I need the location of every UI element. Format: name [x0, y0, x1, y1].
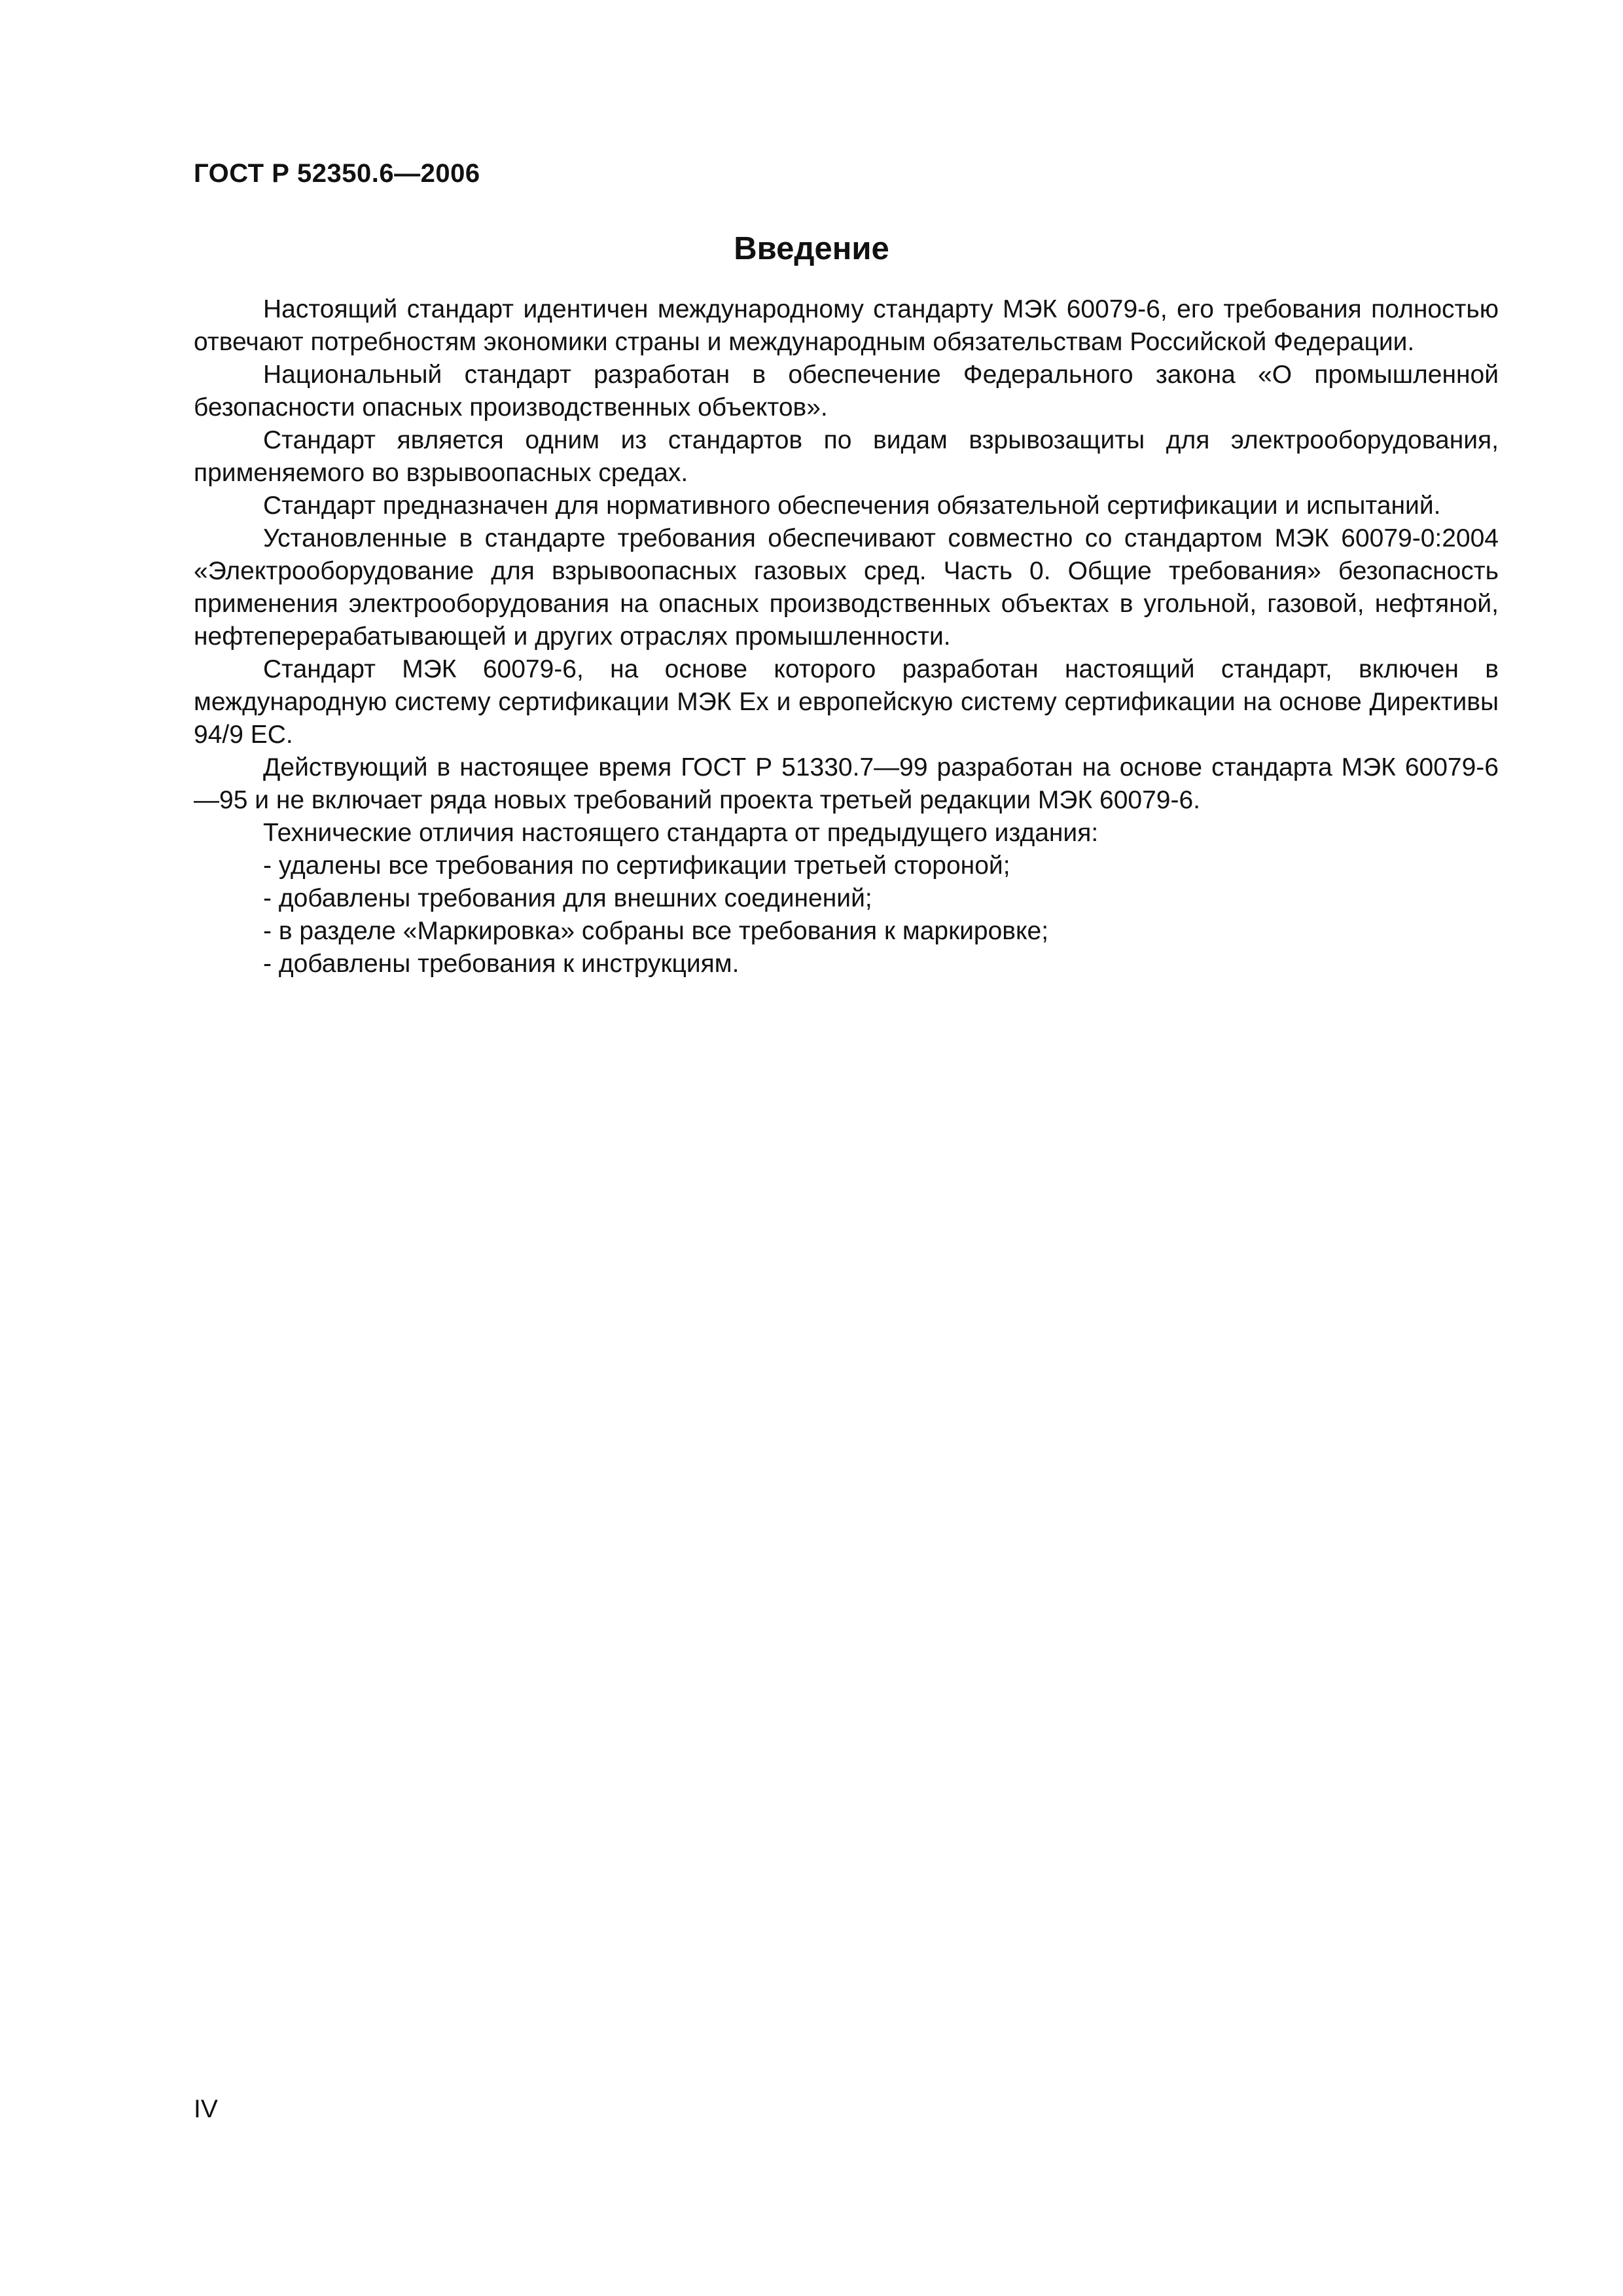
list-item: - добавлены требования к инструкциям. [263, 950, 740, 978]
paragraph: Технические отличия настоящего стандарта от предыдущего издания: [263, 819, 1099, 847]
list-item: - добавлены требования для внешних соединений; [263, 884, 872, 912]
paragraph: Национальный стандарт разработан в обеспечение Федерального закона «О промышленной безопасности опасных производственных объектов». [194, 361, 1499, 422]
list-item: - в разделе «Маркировка» собраны все требования к маркировке; [263, 917, 1049, 945]
paragraph: Стандарт предназначен для нормативного обеспечения обязательной сертификации и испытаний. [263, 492, 1441, 520]
section-title: Введение [734, 231, 889, 266]
document-code: ГОСТ Р 52350.6—2006 [194, 159, 480, 188]
paragraph: Стандарт является одним из стандартов по видам взрывозащиты для электрооборудования, применяемого во взрывоопасных средах. [194, 426, 1499, 487]
list-item: - удалены все требования по сертификации третьей стороной; [263, 852, 1010, 880]
document-body [194, 293, 1499, 980]
paragraph: Настоящий стандарт идентичен международному стандарту МЭК 60079-6, его требования полностью отвечают потребностям экономики страны и международным обязательствам Российской Федерации. [194, 295, 1499, 356]
paragraph: Стандарт МЭК 60079-6, на основе которого разработан настоящий стандарт, включен в международную систему сертификации МЭК Ex и европейскую систему сертификации на основе Директивы 94/9 ЕС. [194, 655, 1499, 749]
paragraph: Действующий в настоящее время ГОСТ Р 51330.7—99 разработан на основе стандарта МЭК 60079-6—95 и не включает ряда новых требований проекта третьей редакции МЭК 60079-6. [194, 753, 1499, 814]
page-number: IV [194, 2095, 218, 2123]
paragraph: Установленные в стандарте требования обеспечивают совместно со стандартом МЭК 60079-0:2004 «Электрооборудование для взрывоопасных газовых сред. Часть 0. Общие требования» безопасность применения электрооборудования на опасных производственных объектах в угольной, газовой, нефтяной, нефтеперерабатывающей и других отраслях промышленности. [194, 524, 1499, 651]
